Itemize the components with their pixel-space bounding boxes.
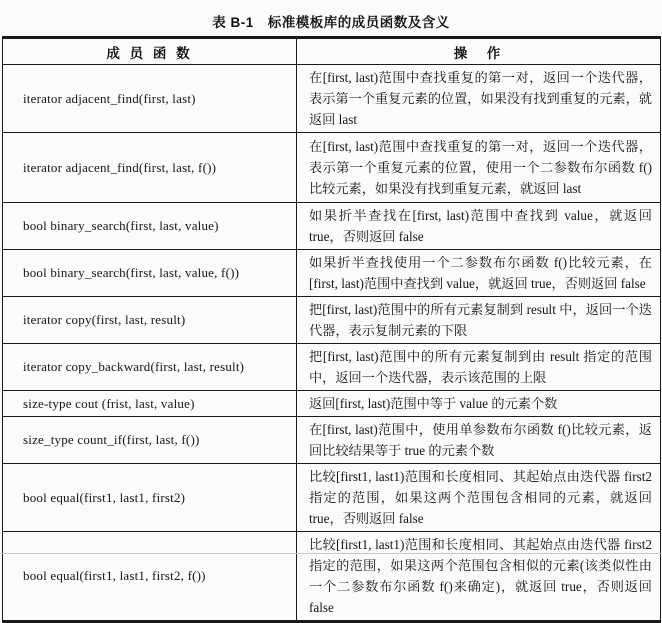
- operation-cell: 把[first, last)范围中的所有元素复制到由 result 指定的范围中，返回一个迭代器，表示该范围的上限: [297, 344, 661, 391]
- table-row: [3, 391, 661, 417]
- member-function-cell: iterator adjacent_find(first, last): [3, 65, 297, 133]
- table-row: [3, 417, 661, 464]
- operation-cell: 比较[first1, last1)范围和长度相同、其起始点由迭代器 first2 指定的范围，如果这两个范围包含相同的元素，就返回 true，否则返回 false: [297, 464, 661, 532]
- member-function-cell: bool binary_search(first, last, value): [3, 203, 297, 250]
- table-caption: 表 B-1 标准模板库的成员函数及含义: [212, 15, 450, 30]
- member-function-cell: iterator copy(first, last, result): [3, 297, 297, 344]
- table-row: [3, 133, 661, 203]
- table-row: [3, 464, 661, 532]
- operation-cell: 在[first, last)范围中查找重复的第一对，返回一个迭代器，表示第一个重复元素的位置，使用一个二参数布尔函数 f()比较元素，如果没有找到重复元素，就返回 last: [297, 133, 661, 203]
- column-header-member-function: 成 员 函 数: [3, 38, 297, 65]
- operation-cell: 如果折半查找使用一个二参数布尔函数 f()比较元素，在[first, last)范围中查找到 value，就返回 true，否则返回 false: [297, 250, 661, 297]
- table-row: [3, 344, 661, 391]
- column-header-operation: 操 作: [297, 38, 661, 65]
- member-function-cell: iterator adjacent_find(first, last, f()): [3, 133, 297, 203]
- member-function-cell: bool equal(first1, last1, first2): [3, 464, 297, 532]
- table-row: [3, 250, 661, 297]
- member-function-cell: size-type cout (frist, last, value): [3, 391, 297, 417]
- page-bottom-scan-artifact: [0, 553, 662, 554]
- table-row: [3, 297, 661, 344]
- operation-cell: 把[first, last)范围中的所有元素复制到 result 中，返回一个迭代器，表示复制元素的下限: [297, 297, 661, 344]
- operation-cell: 比较[first1, last1)范围和长度相同、其起始点由迭代器 first2 指定的范围，如果这两个范围包含相似的元素(该类似性由一个二参数布尔函数 f()来确定)，就返回 true，否则返回 false: [297, 532, 661, 622]
- table-header-row: [3, 38, 661, 65]
- table-row: [3, 65, 661, 133]
- stl-member-functions-table: [2, 36, 661, 623]
- operation-cell: 如果折半查找在[first, last)范围中查找到 value，就返回 true，否则返回 false: [297, 203, 661, 250]
- operation-cell: 返回[first, last)范围中等于 value 的元素个数: [297, 391, 661, 417]
- table-row: [3, 532, 661, 622]
- member-function-cell: bool binary_search(first, last, value, f()): [3, 250, 297, 297]
- member-function-cell: iterator copy_backward(first, last, result): [3, 344, 297, 391]
- member-function-cell: size_type count_if(first, last, f()): [3, 417, 297, 464]
- table-row: [3, 203, 661, 250]
- operation-cell: 在[first, last)范围中，使用单参数布尔函数 f()比较元素，返回比较结果等于 true 的元素个数: [297, 417, 661, 464]
- member-function-cell: bool equal(first1, last1, first2, f()): [3, 532, 297, 622]
- operation-cell: 在[first, last)范围中查找重复的第一对，返回一个迭代器，表示第一个重复元素的位置，如果没有找到重复的元素，就返回 last: [297, 65, 661, 133]
